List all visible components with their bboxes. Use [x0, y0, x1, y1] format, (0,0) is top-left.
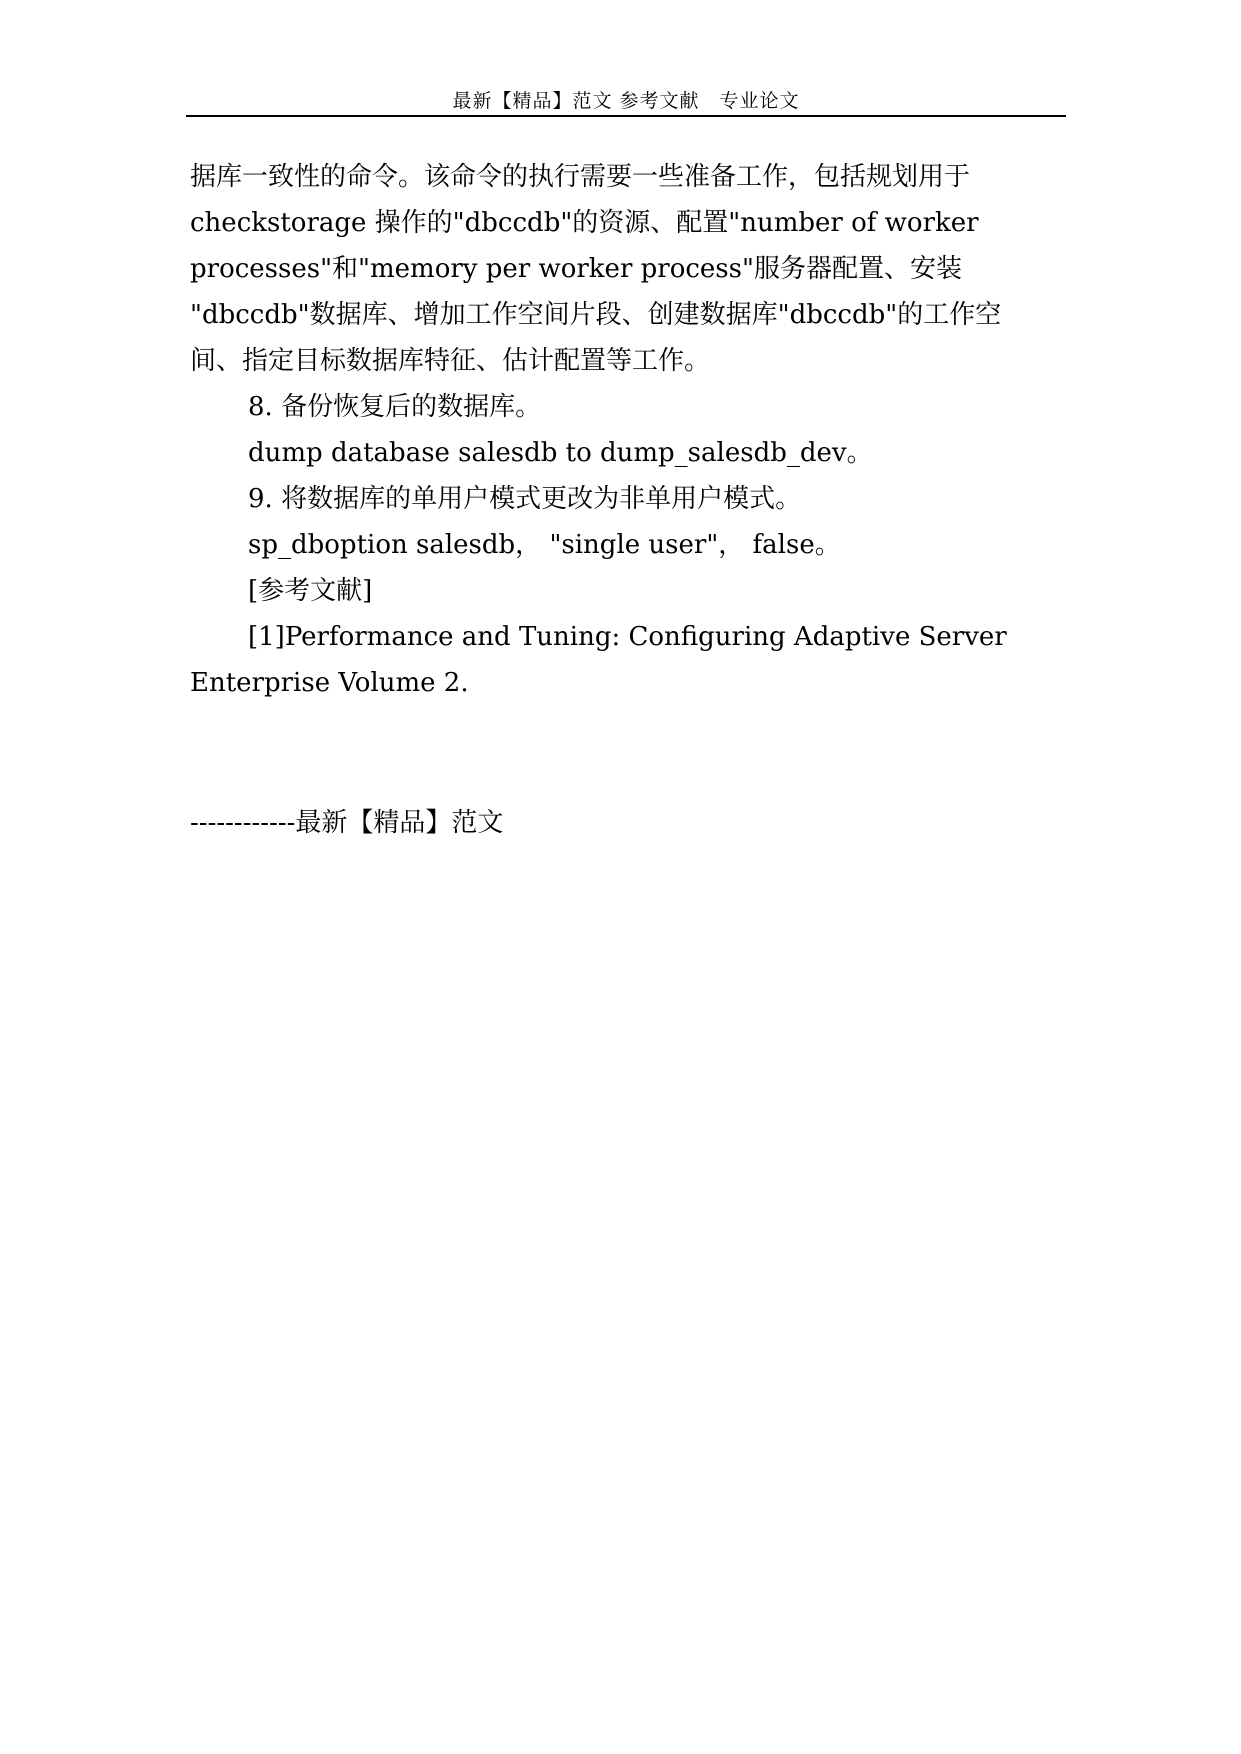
step-8-heading: 8. 备份恢复后的数据库。 — [248, 392, 542, 422]
paragraph-line: "dbccdb"数据库、增加工作空间片段、创建数据库"dbccdb"的工作空 — [190, 300, 1002, 330]
step-9-heading: 9. 将数据库的单用户模式更改为非单用户模式。 — [248, 484, 802, 514]
paragraph-line: checkstorage 操作的"dbccdb"的资源、配置"number of worker — [190, 208, 979, 238]
document-body — [190, 154, 1070, 706]
paragraph-line: processes"和"memory per worker process"服务器配置、安装 — [190, 254, 962, 284]
paragraph-line: 据库一致性的命令。该命令的执行需要一些准备工作，包括规划用于 — [190, 162, 971, 192]
reference-item: [1]Performance and Tuning: Configuring Adaptive Server — [248, 622, 1007, 652]
reference-item-continued: Enterprise Volume 2. — [190, 668, 469, 698]
step-9-command: sp_dboption salesdb， "single user"， false。 — [248, 530, 841, 560]
step-8-command: dump database salesdb to dump_salesdb_dev。 — [248, 438, 873, 468]
references-heading: [参考文献] — [248, 576, 373, 606]
paragraph-line: 间、指定目标数据库特征、估计配置等工作。 — [190, 346, 711, 376]
header-divider — [186, 115, 1066, 117]
page-header: 最新【精品】范文 参考文献 专业论文 — [452, 90, 800, 112]
footer-text: ------------最新【精品】范文 — [190, 808, 504, 838]
